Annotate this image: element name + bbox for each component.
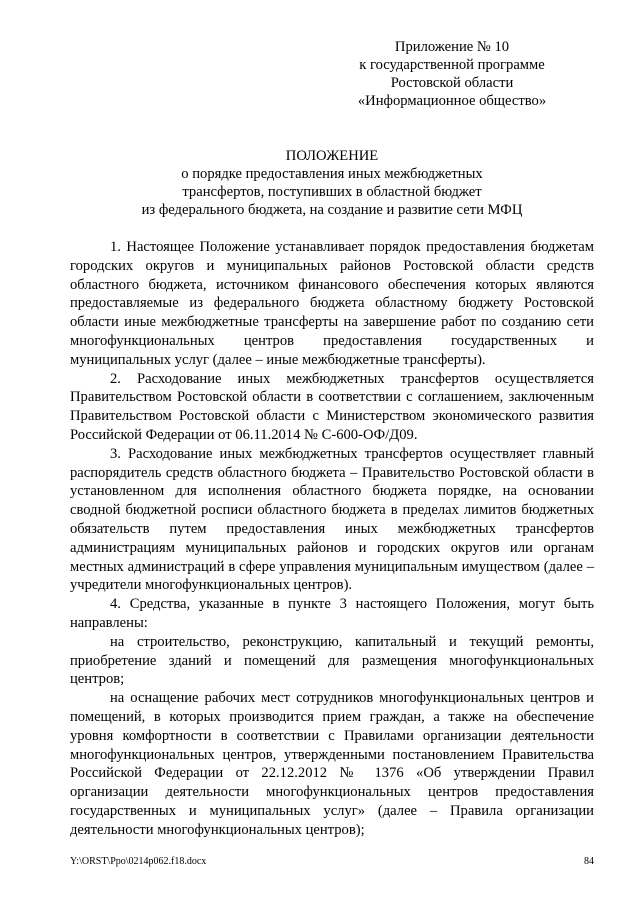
appendix-block [322,38,582,110]
title-heading: ПОЛОЖЕНИЕ [285,148,379,164]
paragraph-1: 1. Настоящее Положение устанавливает порядок предоставления бюджетам городских округов и муниципальных районов Ростовской области средств областного бюджета, источником финансового обеспечения которых являются предоставляемые из федерального бюджета областному бюджету Ростовской области иные межбюджетные трансферты на завершение работ по созданию сети многофункциональных центров предоставления государственных и муниципальных услуг (далее – иные межбюджетные трансферты). [70,239,594,368]
paragraph-3: 3. Расходование иных межбюджетных трансфертов осуществляет главный распорядитель средств областного бюджета – Правительство Ростовской области в установленном для исполнения областного бюджета порядке, на основании сводной бюджетной росписи областного бюджета в пределах лимитов бюджетных обязательств путем предоставления иных межбюджетных трансфертов администрациям муниципальных районов и городских округов или органам местных администраций в сфере управления муниципальным имуществом (далее – учредители многофункциональных центров). [70,445,594,594]
title-line-2: трансфертов, поступивших в областной бюджет [182,184,482,200]
file-path: Y:\ORST\Ppo\0214p062.f18.docx [70,856,207,867]
paragraph-4-item-1: на строительство, реконструкцию, капитальный и текущий ремонты, приобретение зданий и помещений для размещения многофункциональных центров; [70,633,594,688]
document-body [70,238,594,840]
appendix-region: Ростовской области [390,75,514,91]
title-line-3: из федерального бюджета, на создание и развитие сети МФЦ [141,202,523,218]
document-title [70,147,594,219]
page-number: 84 [584,856,594,867]
paragraph-4: 4. Средства, указанные в пункте 3 настоящего Положения, могут быть направлены: [70,596,594,631]
appendix-program-ref: к государственной программе [359,57,545,73]
paragraph-4-item-2: на оснащение рабочих мест сотрудников многофункциональных центров и помещений, в которых производится прием граждан, а также на обеспечение уровня комфортности в соответствии с Правилами организации деятельности многофункциональных центров, утвержденными постановлением Правительства Российской Федерации от 22.12.2012 № 1376 «Об утверждении Правил организации деятельности многофункциональных центров предоставления государственных и муниципальных услуг» (далее – Правила организации деятельности многофункциональных центров); [70,690,594,838]
appendix-program-name: «Информационное общество» [357,93,547,109]
appendix-number: Приложение № 10 [394,39,510,55]
title-line-1: о порядке предоставления иных межбюджетных [181,166,483,182]
paragraph-2: 2. Расходование иных межбюджетных трансфертов осуществляется Правительством Ростовской области в соответствии с соглашением, заключенным Правительством Ростовской области с Министерством экономического развития Российской Федерации от 06.11.2014 № С-600-ОФ/Д09. [70,370,594,443]
